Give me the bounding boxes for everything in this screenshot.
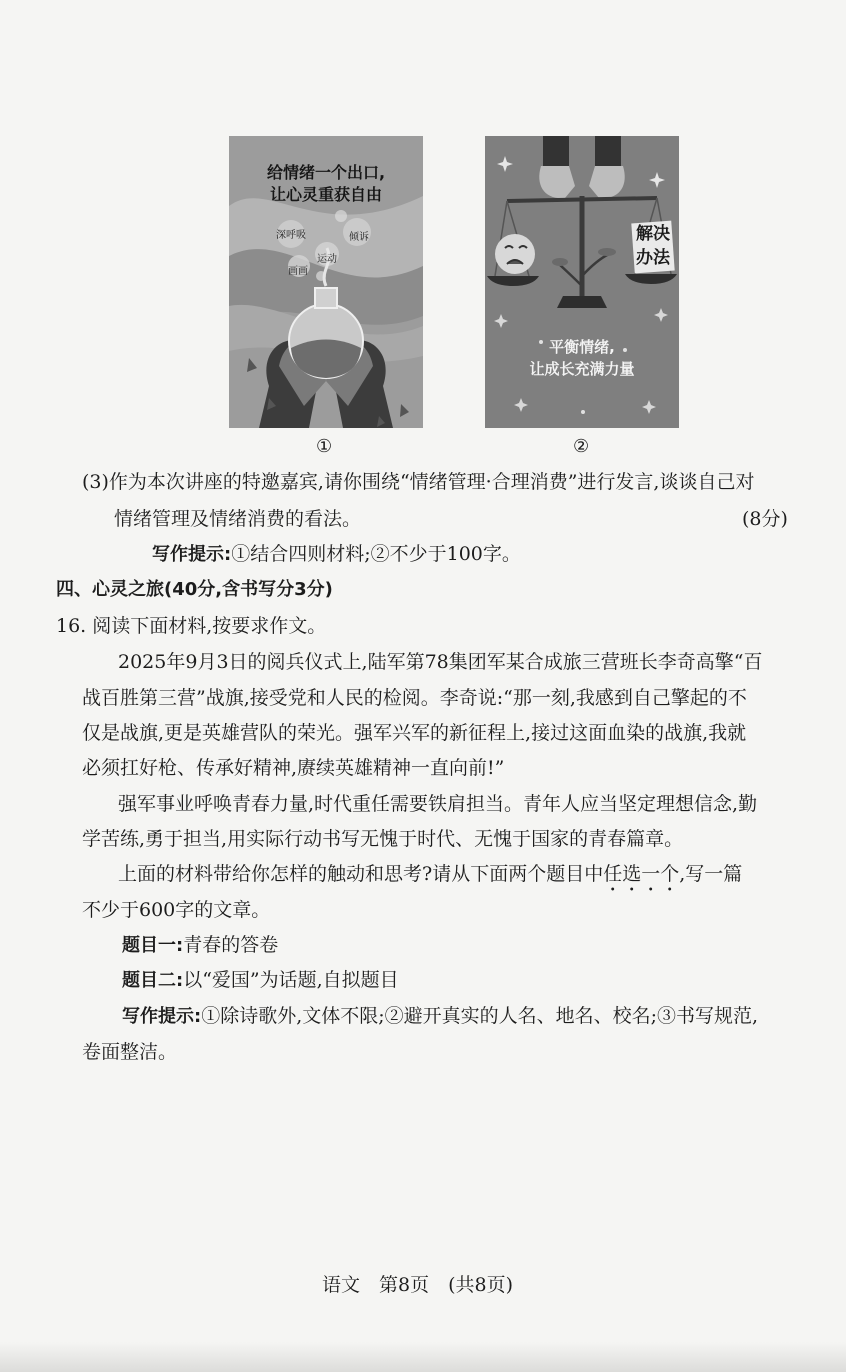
- q16-writing-tip-line1: [122, 1004, 758, 1029]
- topic-2-text: 以“爱国”为话题,自拟题目: [183, 969, 399, 991]
- solution-tag-char-4: 法: [653, 248, 670, 268]
- q16-p1-line3: 仅是战旗,更是英雄营队的荣光。强军兴军的新征程上,接过这面血染的战旗,我就: [82, 722, 747, 744]
- poster2-heading-line2: 让成长充满力量: [529, 360, 635, 378]
- q16-tip-label: 写作提示:: [122, 1006, 202, 1027]
- q3-tip-text: ①结合四则材料;②不少于100字。: [231, 543, 521, 565]
- poster2-caption: ②: [573, 436, 590, 457]
- page-footer: 语文 第8页 (共8页): [322, 1274, 514, 1296]
- poster1-heading-line1: 给情绪一个出口,: [266, 163, 386, 182]
- q16-p3-line1: [118, 862, 742, 896]
- poster2-heading-line1: 平衡情绪,: [549, 338, 615, 356]
- page-bottom-edge: [0, 1342, 846, 1372]
- q3-prompt-line1: (3)作为本次讲座的特邀嘉宾,请你围绕“情绪管理·合理消费”进行发言,谈谈自己对: [82, 471, 755, 493]
- topic-2-label: 题目二:: [122, 970, 184, 991]
- q3-tip-label: 写作提示:: [152, 544, 232, 565]
- q16-writing-tip-line2: 卷面整洁。: [82, 1041, 178, 1063]
- bubble-label-draw: 画画: [288, 266, 308, 277]
- q3-prompt-line2: 情绪管理及情绪消费的看法。: [114, 508, 362, 530]
- q3-score: (8分): [742, 508, 788, 530]
- solution-tag-char-2: 决: [653, 224, 670, 244]
- solution-tag-char-3: 办: [636, 248, 653, 268]
- q16-p2-line2: 学苦练,勇于担当,用实际行动书写无愧于时代、无愧于国家的青春篇章。: [82, 828, 684, 850]
- q16-p1-line1: 2025年9月3日的阅兵仪式上,陆军第78集团军某合成旅三营班长李奇高擎“百: [118, 651, 763, 673]
- q16-p3-emphasis: 任选一个: [603, 863, 680, 885]
- topic-1-label: 题目一:: [122, 935, 184, 956]
- topic-1-text: 青春的答卷: [183, 934, 279, 956]
- q16-intro: 16. 阅读下面材料,按要求作文。: [56, 615, 327, 637]
- poster-balance-emotions: [485, 136, 679, 428]
- q16-p3-line2: 不少于600字的文章。: [82, 899, 271, 921]
- q16-p2-line1: 强军事业呼唤青春力量,时代重任需要铁肩担当。青年人应当坚定理想信念,勤: [118, 793, 758, 815]
- poster1-heading-line2: 让心灵重获自由: [269, 185, 382, 204]
- q16-topic-1: [122, 933, 278, 958]
- solution-tag-char-1: 解: [636, 224, 653, 244]
- q16-p1-line2: 战百胜第三营”战旗,接受党和人民的检阅。李奇说:“那一刻,我感到自己擎起的不: [82, 687, 747, 709]
- q16-topic-2: [122, 968, 399, 993]
- q3-writing-tip: [152, 542, 521, 567]
- q16-tip-text: ①除诗歌外,文体不限;②避开真实的人名、地名、校名;③书写规范,: [201, 1005, 759, 1027]
- poster1-caption: ①: [316, 436, 333, 457]
- bubble-label-talk: 倾诉: [349, 232, 369, 243]
- poster-emotion-outlet: [229, 136, 423, 428]
- bubble-label-breathe: 深呼吸: [276, 230, 306, 241]
- q16-p3-tail: ,写一篇: [679, 863, 743, 885]
- q16-p3-text: 上面的材料带给你怎样的触动和思考?请从下面两个题目中: [118, 863, 604, 885]
- section-4-title: 四、心灵之旅(40分,含书写分3分): [56, 579, 333, 600]
- poster-balance-emotions-art: [485, 136, 679, 428]
- bubble-label-exercise: 运动: [317, 254, 337, 265]
- solution-tag: [631, 222, 675, 270]
- q16-p1-line4: 必须扛好枪、传承好精神,赓续英雄精神一直向前!”: [82, 757, 505, 779]
